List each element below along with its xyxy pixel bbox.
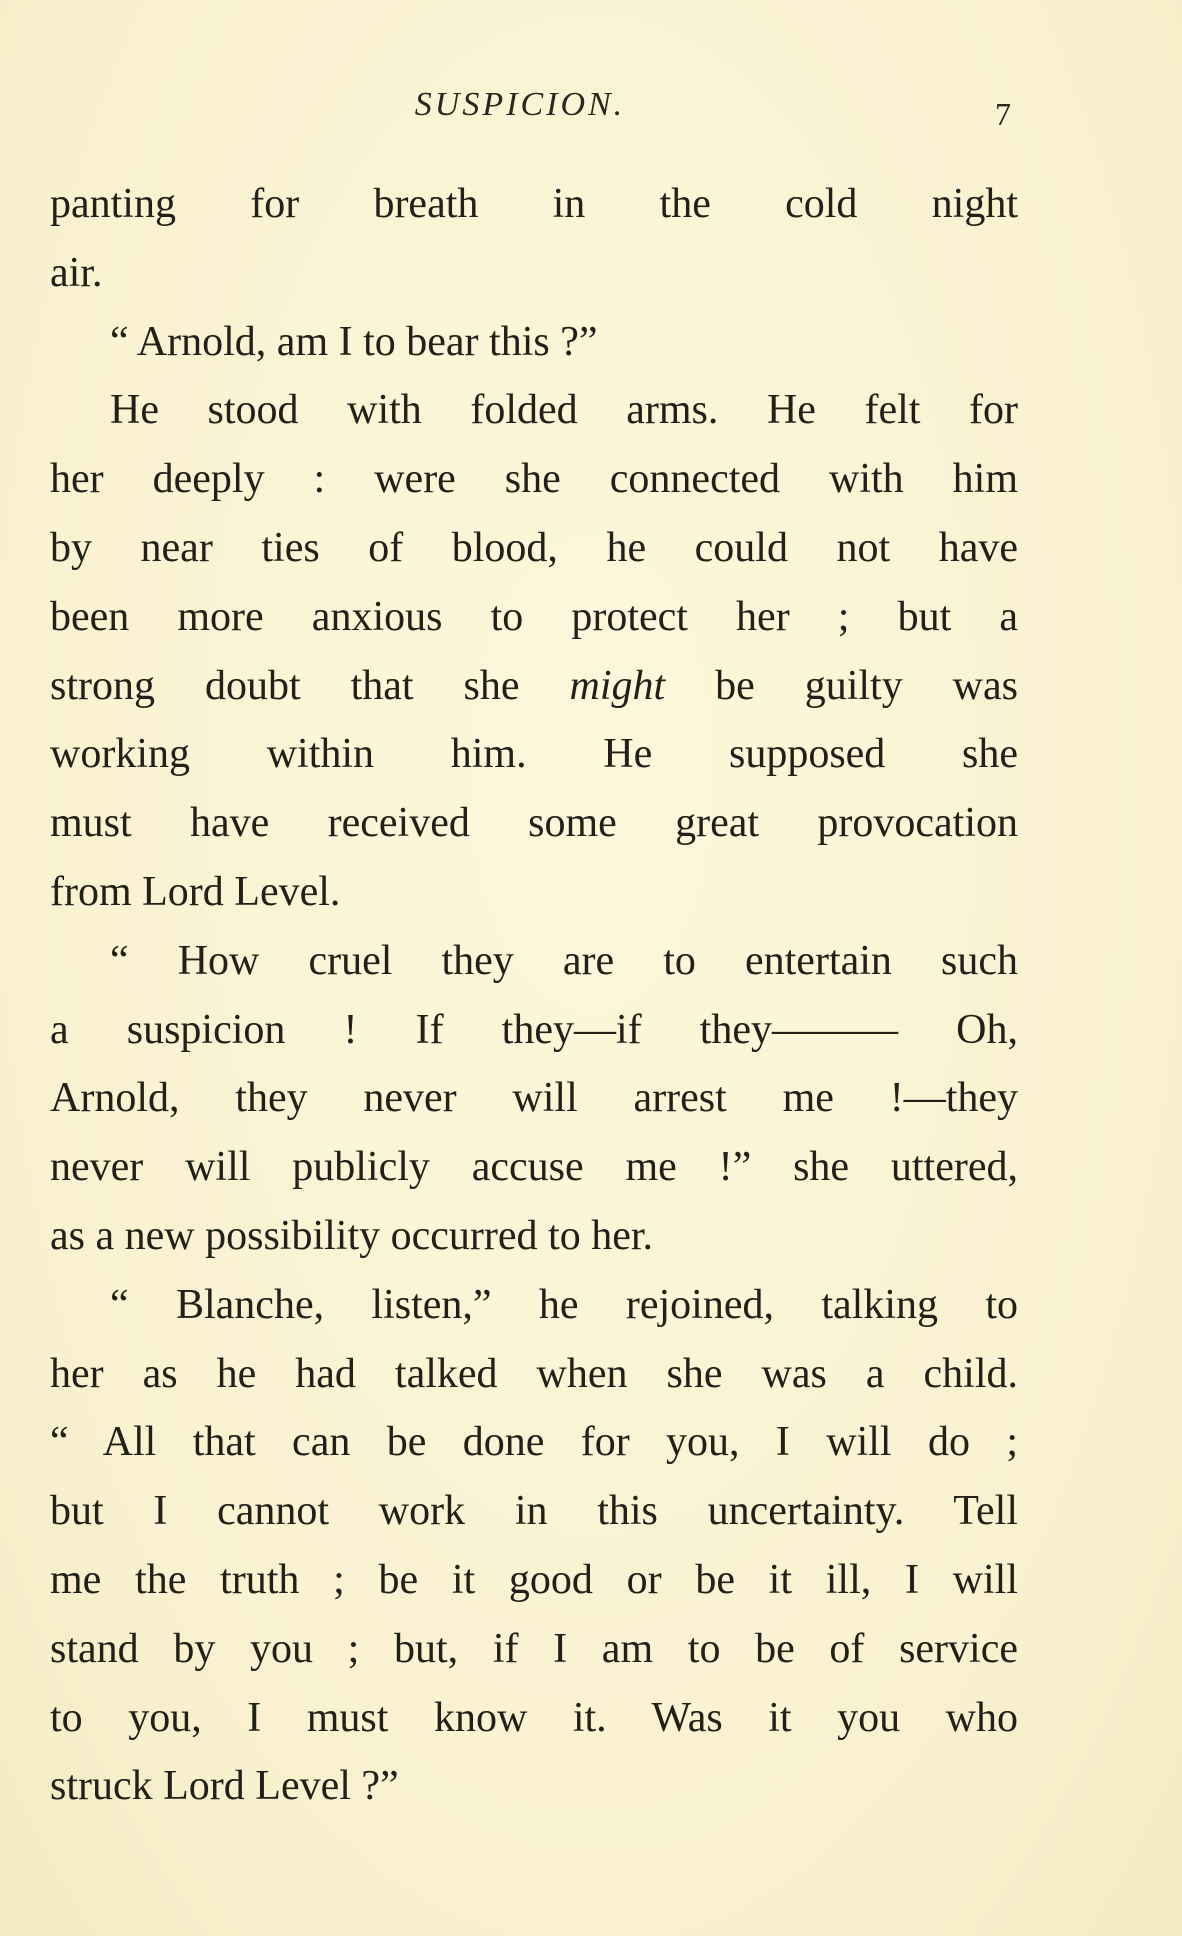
page-number: 7 [995, 96, 1011, 132]
text-line: working within him. He supposed she [50, 731, 1018, 778]
text-line: struck Lord Level ?” [50, 1763, 399, 1810]
text-line: never will publicly accuse me !” she uttered, [50, 1144, 1018, 1191]
text-line: Arnold, they never will arrest me !—they [50, 1075, 1018, 1122]
text-line: by near ties of blood, he could not have [50, 524, 1018, 571]
text-line: me the truth ; be it good or be it ill, I will [50, 1556, 1018, 1603]
italic-emphasis: might [569, 662, 666, 709]
text-line: stand by you ; but, if I am to be of service [50, 1625, 1018, 1672]
text-line: “ All that can be done for you, I will do ; [50, 1419, 1018, 1466]
text-line: but I cannot work in this uncertainty. Tell [50, 1488, 1018, 1535]
text-line: to you, I must know it. Was it you who [50, 1694, 1018, 1741]
text-line: her deeply : were she connected with him [50, 456, 1018, 503]
text-segment: strong doubt that she [50, 662, 570, 709]
text-line: been more anxious to protect her ; but a [50, 593, 1018, 640]
text-line: “ Blanche, listen,” he rejoined, talking to [110, 1281, 1018, 1328]
text-line: as a new possibility occurred to her. [50, 1212, 654, 1259]
text-line [50, 652, 1018, 721]
text-line: “ Arnold, am I to bear this ?” [110, 318, 598, 365]
text-line: panting for breath in the cold night [50, 181, 1018, 227]
text-line: He stood with folded arms. He felt for [110, 387, 1018, 434]
running-title: SUSPICION. [414, 86, 626, 123]
text-line: a suspicion ! If they—if they——— Oh, [50, 1006, 1018, 1053]
text-line: must have received some great provocation [50, 800, 1018, 847]
text-line: from Lord Level. [50, 868, 341, 915]
body-text [50, 170, 1018, 1821]
running-head [0, 86, 1182, 136]
text-line: air. [50, 249, 103, 296]
text-line: her as he had talked when she was a child. [50, 1350, 1018, 1397]
text-segment: be guilty was [665, 662, 1019, 709]
text-line: “ How cruel they are to entertain such [110, 937, 1018, 984]
